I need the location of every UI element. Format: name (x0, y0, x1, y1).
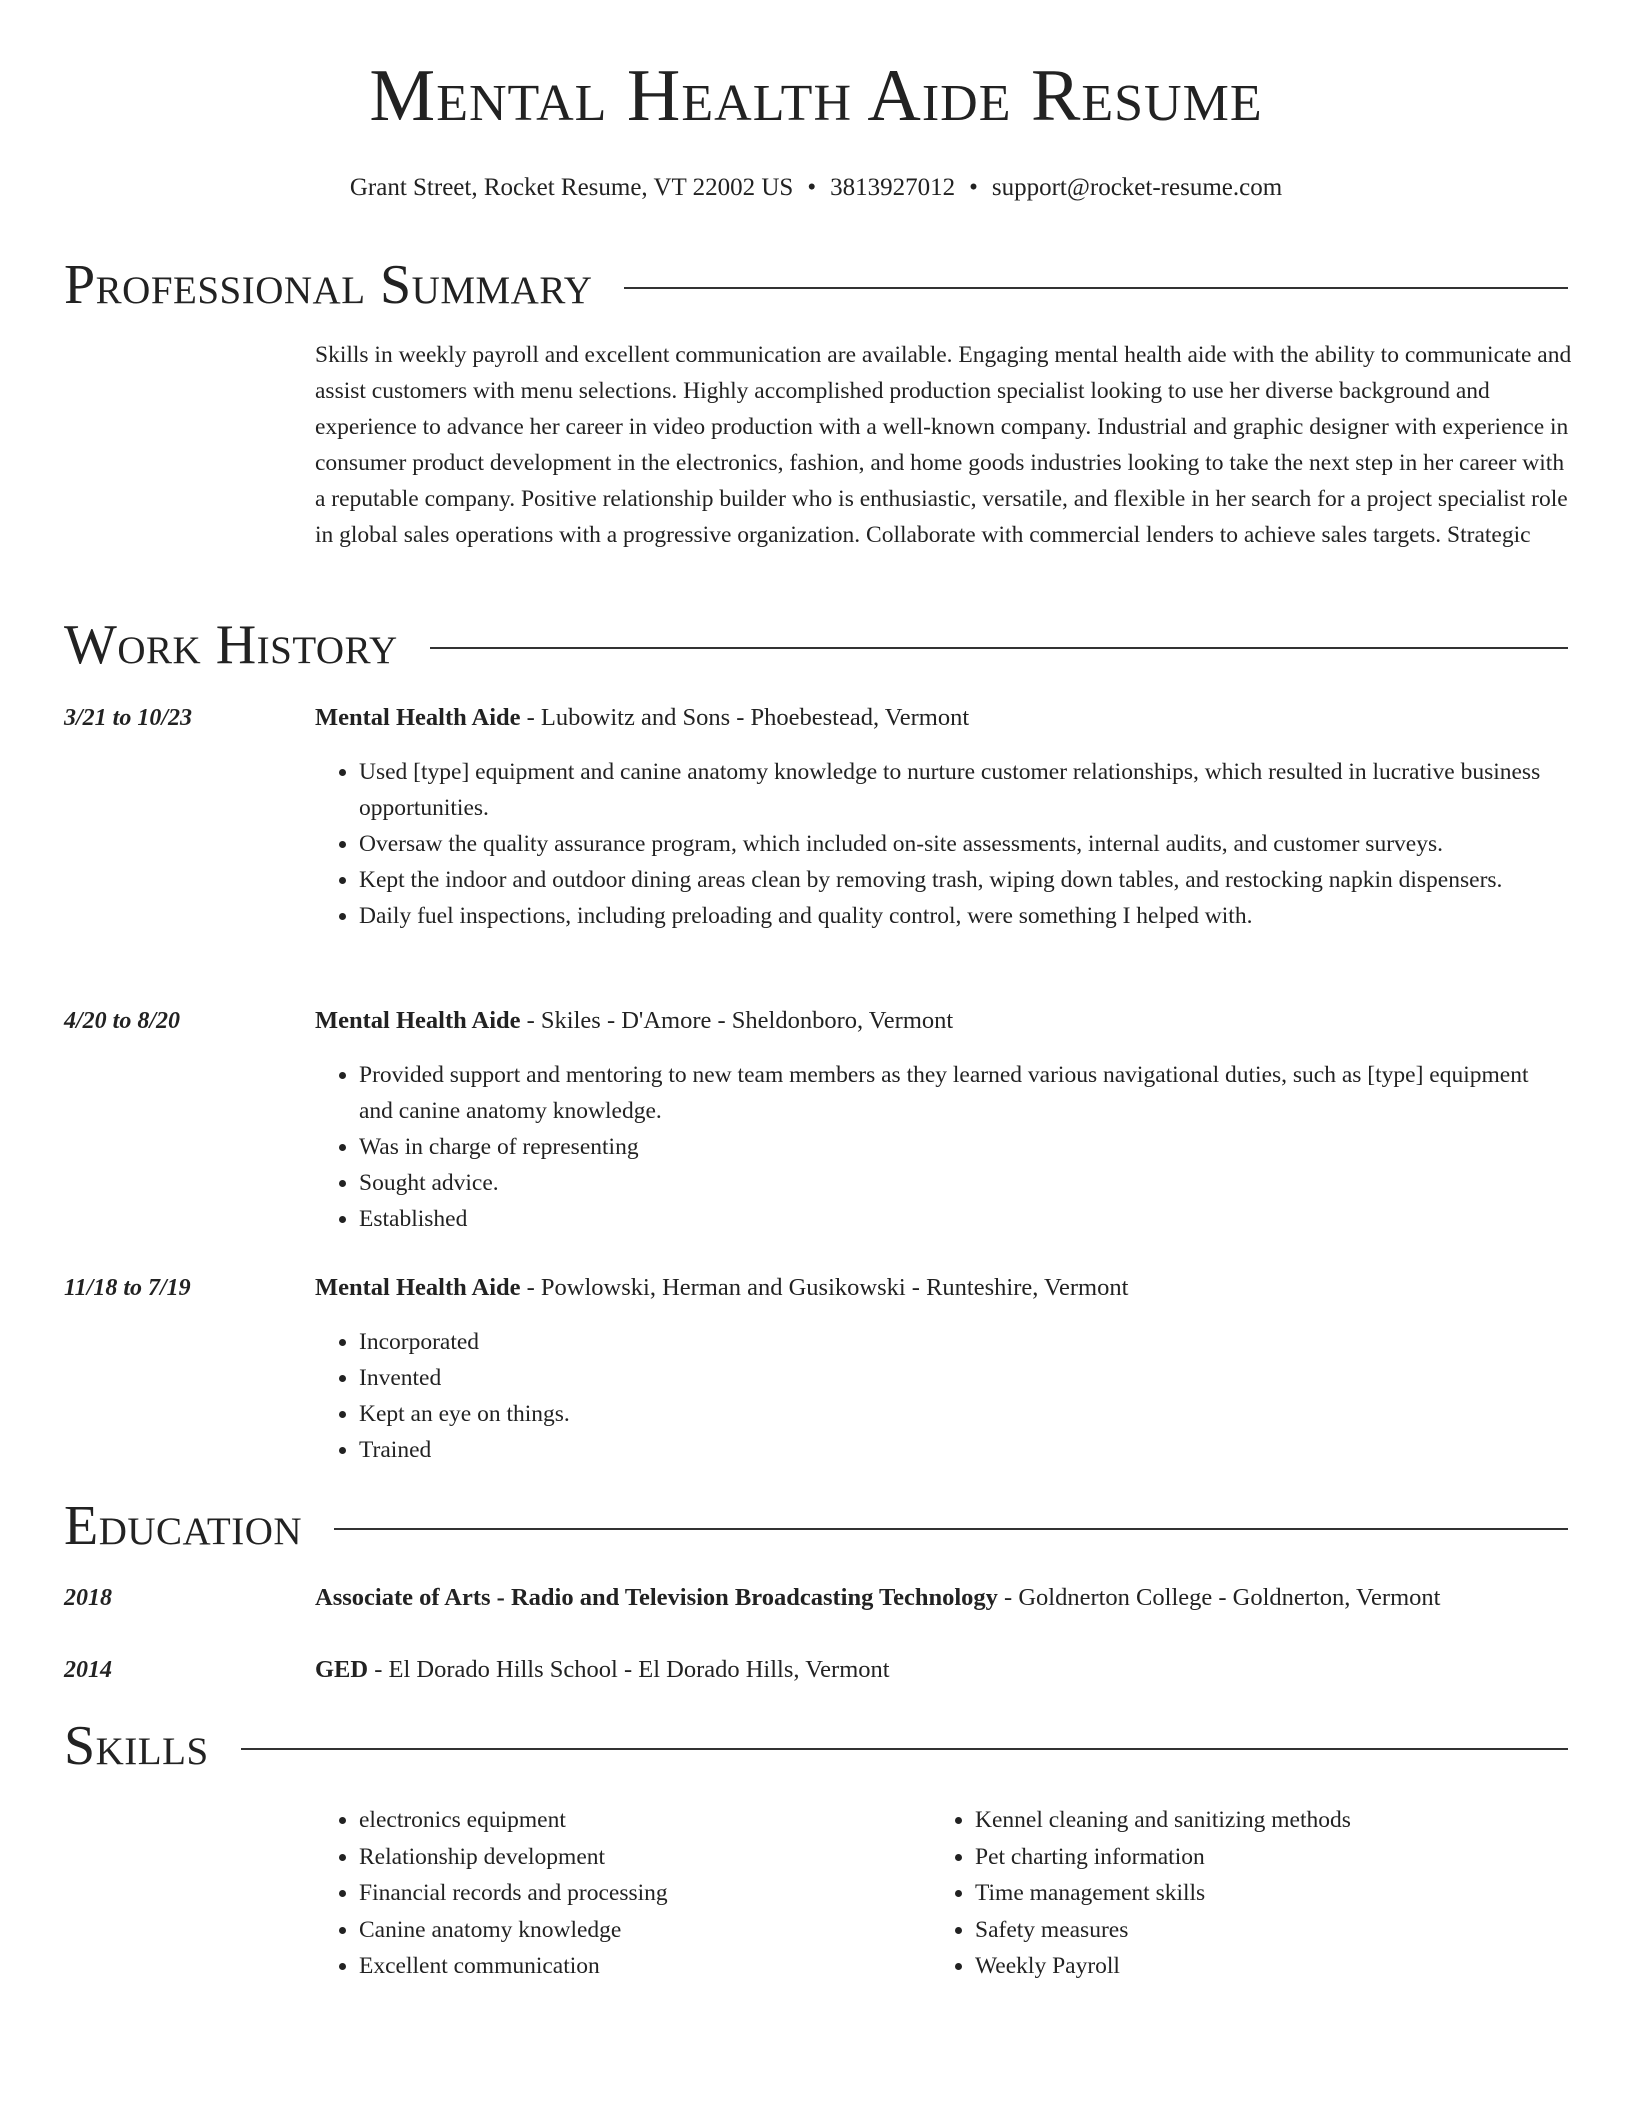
summary-text: Skills in weekly payroll and excellent communication are available. Engaging mental health aide with the ability to communicate and assist customers with menu selections. Highly accomplished production specialist looking to use her diverse background and experience to advance her career in video production with a well-known company. Industrial and graphic designer with experience in consumer product development in the electronics, fashion, and home goods industries looking to take the next step in her career with a reputable company. Positive relationship builder who is enthusiastic, versatile, and flexible in her search for a project specialist role in global sales operations with a progressive organization. Collaborate with commercial lenders to achieve sales targets. Strategic (315, 342, 1572, 548)
section-header-education (64, 1493, 1568, 1560)
work-role: Mental Health Aide (315, 704, 521, 731)
skill-item: • Excellent communication (359, 1948, 919, 1985)
education-details: - Goldnerton College - Goldnerton, Vermont (997, 1584, 1441, 1611)
work-bullets (315, 1057, 1568, 1237)
section-divider (624, 287, 1568, 289)
contact-address: Grant Street, Rocket Resume, VT 22002 US (349, 174, 794, 201)
work-bullet: • Established (359, 1201, 1568, 1237)
work-bullet: • Provided support and mentoring to new team members as they learned various navigational duties, such as [type] equipment and canine anatomy knowledge. (359, 1057, 1568, 1129)
education-year: 2014 (64, 1657, 112, 1683)
work-dates: 3/21 to 10/23 (64, 705, 193, 731)
work-bullet: • Sought advice. (359, 1165, 1568, 1201)
work-details: - Skiles - D'Amore - Sheldonboro, Vermont (520, 1007, 954, 1034)
section-title-work-history: Work History (64, 614, 398, 676)
work-details: - Lubowitz and Sons - Phoebestead, Vermont (520, 704, 970, 731)
work-role: Mental Health Aide (315, 1274, 521, 1301)
work-heading (315, 700, 1568, 736)
education-degree: GED (315, 1656, 369, 1683)
work-heading (315, 1003, 1568, 1039)
contact-email: support@rocket-resume.com (991, 174, 1283, 201)
contact-phone: 3813927012 (830, 174, 956, 201)
work-bullet: • Kept an eye on things. (359, 1396, 1568, 1432)
section-header-skills (64, 1713, 1568, 1780)
contact-separator: • (969, 174, 978, 201)
skill-item: • Financial records and processing (359, 1875, 919, 1912)
section-header-summary (64, 252, 1568, 319)
education-year: 2018 (64, 1585, 112, 1611)
work-bullet: • Trained (359, 1432, 1568, 1468)
work-bullet: • Incorporated (359, 1324, 1568, 1360)
work-bullets (315, 754, 1568, 934)
section-header-work-history (64, 612, 1568, 679)
resume-title: Mental Health Aide Resume (369, 55, 1263, 137)
work-bullet: • Oversaw the quality assurance program, which included on-site assessments, internal audits, and customer surveys. (359, 826, 1568, 862)
skill-item: • Kennel cleaning and sanitizing methods (975, 1802, 1595, 1839)
education-heading (315, 1652, 1568, 1688)
education-heading (315, 1580, 1568, 1616)
education-details: - El Dorado Hills School - El Dorado Hills, Vermont (368, 1656, 890, 1683)
contact-separator: • (807, 174, 817, 201)
work-bullet: • Used [type] equipment and canine anatomy knowledge to nurture customer relationships, which resulted in lucrative business opportunities. (359, 754, 1568, 826)
work-bullet: • Kept the indoor and outdoor dining areas clean by removing trash, wiping down tables, and restocking napkin dispensers. (359, 862, 1568, 898)
section-divider (241, 1748, 1568, 1750)
work-role: Mental Health Aide (315, 1007, 521, 1034)
work-bullet: • Daily fuel inspections, including preloading and quality control, were something I helped with. (359, 898, 1568, 934)
skill-item: • Pet charting information (975, 1839, 1595, 1876)
section-title-education: Education (64, 1495, 303, 1557)
section-divider (430, 647, 1568, 649)
work-dates: 11/18 to 7/19 (64, 1275, 191, 1301)
skills-list-left (315, 1802, 919, 1985)
skill-item: • Canine anatomy knowledge (359, 1912, 919, 1949)
skill-item: • Safety measures (975, 1912, 1595, 1949)
section-title-skills: Skills (64, 1715, 209, 1777)
work-bullet: • Was in charge of representing (359, 1129, 1568, 1165)
skill-item: • Weekly Payroll (975, 1948, 1595, 1985)
skill-item: • Time management skills (975, 1875, 1595, 1912)
section-title-summary: Professional Summary (64, 254, 593, 316)
skill-item: • electronics equipment (359, 1802, 919, 1839)
skill-item: • Relationship development (359, 1839, 919, 1876)
education-degree: Associate of Arts - Radio and Television Broadcasting Technology (315, 1584, 998, 1611)
work-bullets (315, 1324, 1568, 1468)
work-details: - Powlowski, Herman and Gusikowski - Runteshire, Vermont (520, 1274, 1129, 1301)
work-heading (315, 1270, 1568, 1306)
contact-line (0, 172, 1632, 205)
skills-list-right (931, 1802, 1595, 1985)
work-bullet: • Invented (359, 1360, 1568, 1396)
work-dates: 4/20 to 8/20 (64, 1008, 181, 1034)
section-divider (334, 1528, 1568, 1530)
